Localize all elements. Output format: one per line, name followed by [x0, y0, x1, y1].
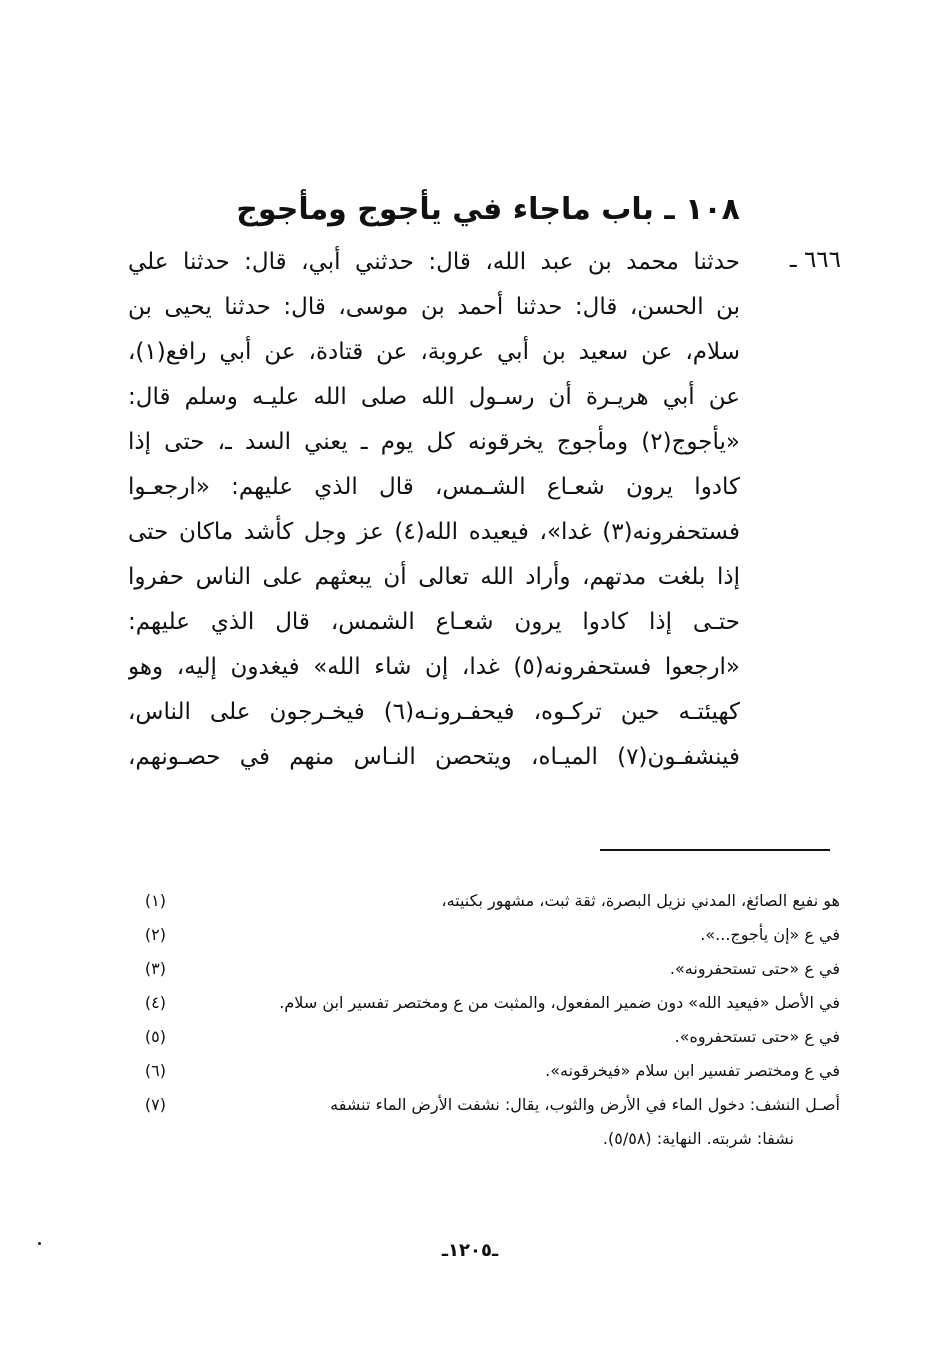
footnotes — [120, 884, 840, 1156]
hadith-number: ٦٦٦ ـ — [789, 247, 841, 273]
footnote-number: (٣) — [144, 959, 166, 978]
text-line: فستحفرونه(٣) غدا»، فيعيده الله(٤) عز وجل كأشد ماكان حتى — [128, 519, 740, 545]
text-line: فينشفـون(٧) الميـاه، ويتحصن النـاس منهم في حصـونهم، — [128, 744, 740, 770]
text-line: إذا بلغت مدتهم، وأراد الله تعالى أن يبعثهم على الناس حفروا — [128, 564, 740, 590]
footnote-text: في ع «حتى تستحفرونه». — [669, 959, 840, 978]
footnote — [120, 1054, 840, 1088]
footnote-continuation — [120, 1122, 840, 1156]
text-line: بن الحسن، قال: حدثنا أحمد بن موسى، قال: حدثنا يحيى بن — [128, 294, 740, 320]
footnote-text: أصـل النشف: دخول الماء في الأرض والثوب، يقال: نشفت الأرض الماء تنشفه — [330, 1095, 840, 1114]
text-line: كادوا يرون شعـاع الشـمس، قال الذي عليهم: «ارجعـوا — [128, 474, 740, 500]
footnote-separator — [600, 849, 830, 851]
footnote-text: في ع «إن يأجوج...». — [700, 925, 840, 944]
footnote-text: هو نفيع الصائغ، المدني نزيل البصرة، ثقة ثبت، مشهور بكنيته، — [441, 891, 840, 910]
footnote-number: (٢) — [144, 925, 166, 944]
page-number: ـ١٢٠٥ـ — [441, 1240, 499, 1261]
text-line: كهيئتـه حين تركـوه، فيحفـرونـه(٦) فيخـرجون على الناس، — [128, 699, 740, 725]
text-line: عن أبي هريـرة أن رسـول الله صلى الله عليـه وسلم قال: — [128, 384, 740, 410]
footnote-number: (١) — [144, 891, 166, 910]
footnote-number: (٧) — [144, 1095, 166, 1114]
footnote — [120, 884, 840, 918]
footnote-text: في الأصل «فيعيد الله» دون ضمير المفعول، والمثبت من ع ومختصر تفسير ابن سلام. — [279, 993, 840, 1012]
footnote-number: (٦) — [144, 1061, 166, 1080]
footnote-text: في ع «حتى تستحفروه». — [674, 1027, 840, 1046]
text-line: «ارجعوا فستحفرونه(٥) غدا، إن شاء الله» فيغدون إليه، وهو — [128, 654, 740, 680]
footnote — [120, 1088, 840, 1122]
footnote-text: نشفا: شربته. النهاية: (٥/٥٨). — [602, 1129, 794, 1148]
footnote-number: (٥) — [144, 1027, 166, 1046]
footnote-text: في ع ومختصر تفسير ابن سلام «فيخرقونه». — [545, 1061, 840, 1080]
text-line: حتـى إذا كادوا يرون شعـاع الشمس، قال الذي عليهم: — [128, 609, 740, 635]
footnote — [120, 918, 840, 952]
text-line: حدثنا محمد بن عبد الله، قال: حدثني أبي، قال: حدثنا علي — [128, 249, 740, 275]
text-line: سلام، عن سعيد بن أبي عروبة، عن قتادة، عن أبي رافع(١)، — [128, 339, 740, 365]
footnote — [120, 986, 840, 1020]
chapter-title: ١٠٨ ـ باب ماجاء في يأجوج ومأجوج — [236, 192, 740, 227]
hadith-text — [128, 240, 740, 780]
footnote-number: (٤) — [144, 993, 166, 1012]
footnote — [120, 952, 840, 986]
text-line: «يأجوج(٢) ومأجوج يخرقونه كل يوم ـ يعني السد ـ، حتى إذا — [128, 429, 740, 455]
scan-speck — [38, 1242, 41, 1245]
footnote — [120, 1020, 840, 1054]
